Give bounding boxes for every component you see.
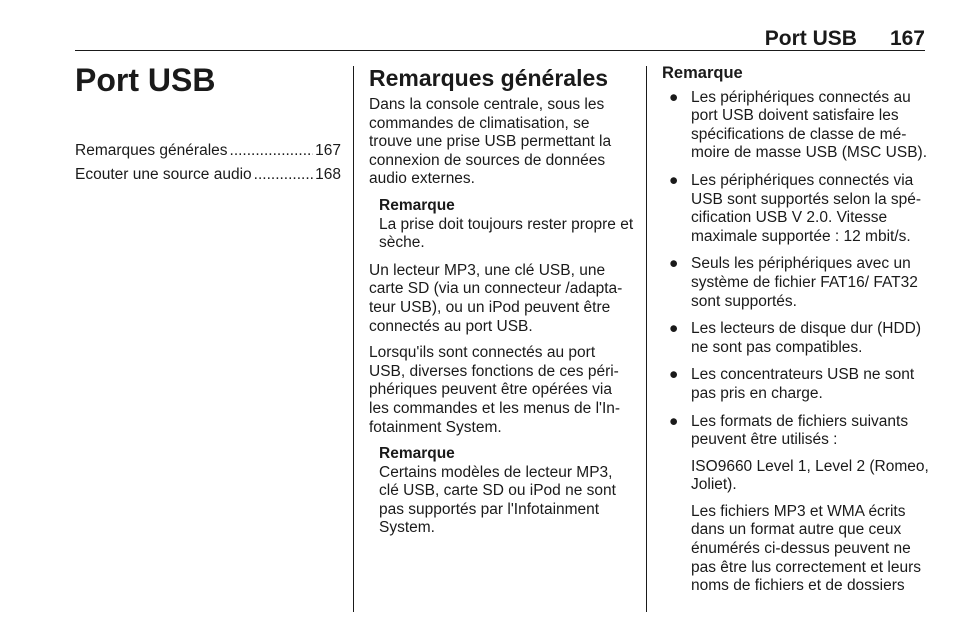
section-heading: Remarques générales bbox=[369, 65, 609, 91]
list-item bbox=[662, 172, 930, 246]
column-divider-1 bbox=[353, 66, 354, 612]
note-box bbox=[369, 445, 635, 538]
bullet-icon: ● bbox=[669, 366, 679, 384]
remarks-list-column bbox=[662, 64, 930, 605]
list-subparagraph: ISO9660 Level 1, Level 2 (Romeo, Joliet). bbox=[691, 457, 929, 494]
bullet-icon: ● bbox=[669, 255, 679, 273]
note-heading: Remarque bbox=[662, 64, 743, 82]
paragraph: Lorsqu'ils sont connectés au port USB, diverses fonctions de ces périphériques peuvent être opérées via les commandes et les menus de l'Infotainment System. bbox=[369, 344, 621, 436]
general-remarks-column bbox=[369, 64, 635, 547]
toc-entry[interactable] bbox=[75, 164, 341, 185]
paragraph: Un lecteur MP3, une clé USB, une carte SD (via un connecteur /adaptateur USB), ou un iPod peuvent être connectés au port USB. bbox=[369, 261, 623, 335]
list-subparagraph: Les fichiers MP3 et WMA écrits dans un format autre que ceux énumérés ci-dessus peuvent ne pas être lus correctement et leurs noms de fichiers et de dossiers bbox=[691, 502, 922, 595]
bullet-list bbox=[662, 89, 930, 596]
note-heading: Remarque bbox=[379, 196, 455, 214]
list-item bbox=[662, 413, 930, 596]
running-header bbox=[0, 27, 925, 51]
list-item bbox=[662, 89, 930, 163]
page-number: 167 bbox=[889, 27, 925, 50]
list-item-text: Les périphériques connectés au port USB doivent satisfaire les spécifications de classe de mémoire de masse USB (MSC USB). bbox=[691, 88, 927, 162]
bullet-icon: ● bbox=[669, 412, 679, 430]
note-body: Certains modèles de lecteur MP3, clé USB, carte SD ou iPod ne sont pas supportés par l'Infotainment System. bbox=[379, 463, 616, 537]
toc-leader-dots bbox=[254, 164, 313, 185]
bullet-icon: ● bbox=[669, 320, 679, 338]
column-divider-2 bbox=[646, 66, 647, 612]
list-item-text: Les formats de fichiers suivants peuvent être utilisés : bbox=[691, 412, 909, 449]
bullet-icon: ● bbox=[669, 171, 679, 189]
note-body: La prise doit toujours rester propre et sèche. bbox=[379, 215, 634, 252]
list-item-text: Les périphériques connectés via USB sont supportés selon la spécification USB V 2.0. Vitesse maximale supportée : 12 mbit/s. bbox=[691, 171, 922, 245]
note-heading: Remarque bbox=[379, 445, 455, 463]
paragraph: Dans la console centrale, sous les commandes de climatisation, se trouve une prise USB permettant la connexion de sources de données audio externes. bbox=[369, 96, 612, 188]
list-item-text: Seuls les périphériques avec un système de fichier FAT16/ FAT32 sont supportés. bbox=[691, 255, 918, 310]
list-item-text: Les concentrateurs USB ne sont pas pris en charge. bbox=[691, 366, 915, 402]
toc-page: 168 bbox=[315, 166, 341, 183]
toc-label: Remarques générales bbox=[75, 142, 228, 159]
toc-page: 167 bbox=[315, 142, 341, 159]
list-item-text: Les lecteurs de disque dur (HDD) ne sont pas compatibles. bbox=[691, 320, 922, 356]
toc-leader-dots bbox=[230, 140, 314, 161]
header-rule bbox=[75, 50, 925, 51]
toc-entry[interactable] bbox=[75, 140, 341, 161]
chapter-title: Port USB bbox=[75, 62, 216, 98]
note-box bbox=[369, 197, 635, 253]
header-section-title: Port USB bbox=[764, 27, 857, 50]
toc-label: Ecouter une source audio bbox=[75, 166, 252, 183]
chapter-column bbox=[75, 60, 341, 188]
list-item bbox=[662, 366, 930, 403]
list-item bbox=[662, 320, 930, 357]
bullet-icon: ● bbox=[669, 88, 679, 106]
list-item bbox=[662, 255, 930, 311]
